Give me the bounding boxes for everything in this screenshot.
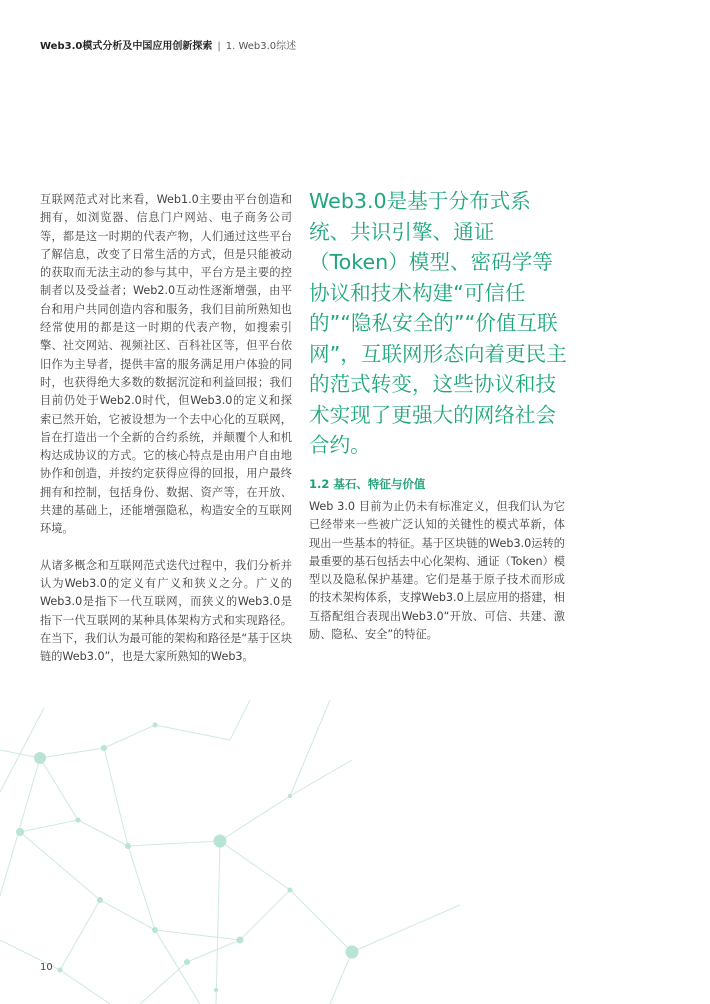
pull-quote: Web3.0是基于分布式系统、共识引擎、通证（Token）模型、密码学等协议和技术构建“可信任的”“隐私安全的”“价值互联网”，互联网形态向着更民主的范式转变，这些协议和技术实现了更强大的网络社会合约。	[309, 189, 567, 457]
page-number: 10	[40, 962, 53, 973]
network-decoration	[0, 700, 460, 1004]
section-body-paragraph: Web 3.0 目前为止仍未有标准定义，但我们认为它已经带来一些被广泛认知的关键性的模式革新，体现出一些基本的特征。基于区块链的Web3.0运转的最重要的基石包括去中心化架构、通证（Token）模型以及隐私保护基建。它们是基于原子技术而形成的技术架构体系，支撑Web3.0上层应用的搭建，相互搭配组合表现出Web3.0“开放、可信、共建、激励、隐私、安全”的特征。	[309, 500, 565, 642]
header-section-label: 1. Web3.0综述	[225, 41, 297, 52]
left-column	[40, 191, 292, 666]
header-separator: |	[217, 41, 221, 52]
running-header	[40, 37, 296, 52]
document-title: Web3.0模式分析及中国应用创新探索	[40, 41, 213, 52]
section-heading: 1.2 基石、特征与价值	[309, 477, 426, 491]
body-paragraph: 互联网范式对比来看，Web1.0主要由平台创造和拥有，如浏览器、信息门户网站、电子商务公司等，都是这一时期的代表产物，人们通过这些平台了解信息，改变了日常生活的方式，但是只能被动的获取而无法主动的参与其中，平台方是主要的控制者以及受益者；Web2.0互动性逐渐增强，由平台和用户共同创造内容和服务，我们目前所熟知也经常使用的都是这一时期的代表产物，如搜索引擎、社交网站、视频社区、百科社区等，但平台依旧作为主导者，提供丰富的服务满足用户体验的同时，也获得绝大多数的数据沉淀和利益回报；我们目前仍处于Web2.0时代，但Web3.0的定义和探索已然开始，它被设想为一个去中心化的互联网，旨在打造出一个全新的合约系统，并颠覆个人和机构达成协议的方式。它的核心特点是由用户自由地协作和创造，并按约定获得应得的回报，用户最终拥有和控制，包括身份、数据、资产等，在开放、共建的基础上，还能增强隐私，构造安全的互联网环境。	[40, 193, 292, 536]
body-paragraph: 从诸多概念和互联网范式迭代过程中，我们分析并认为Web3.0的定义有广义和狭义之分。广义的Web3.0是指下一代互联网，而狭义的Web3.0是指下一代互联网的某种具体架构方式和实现路径。在当下，我们认为最可能的架构和路径是“基于区块链的Web3.0”，也是大家所熟知的Web3。	[40, 558, 292, 664]
